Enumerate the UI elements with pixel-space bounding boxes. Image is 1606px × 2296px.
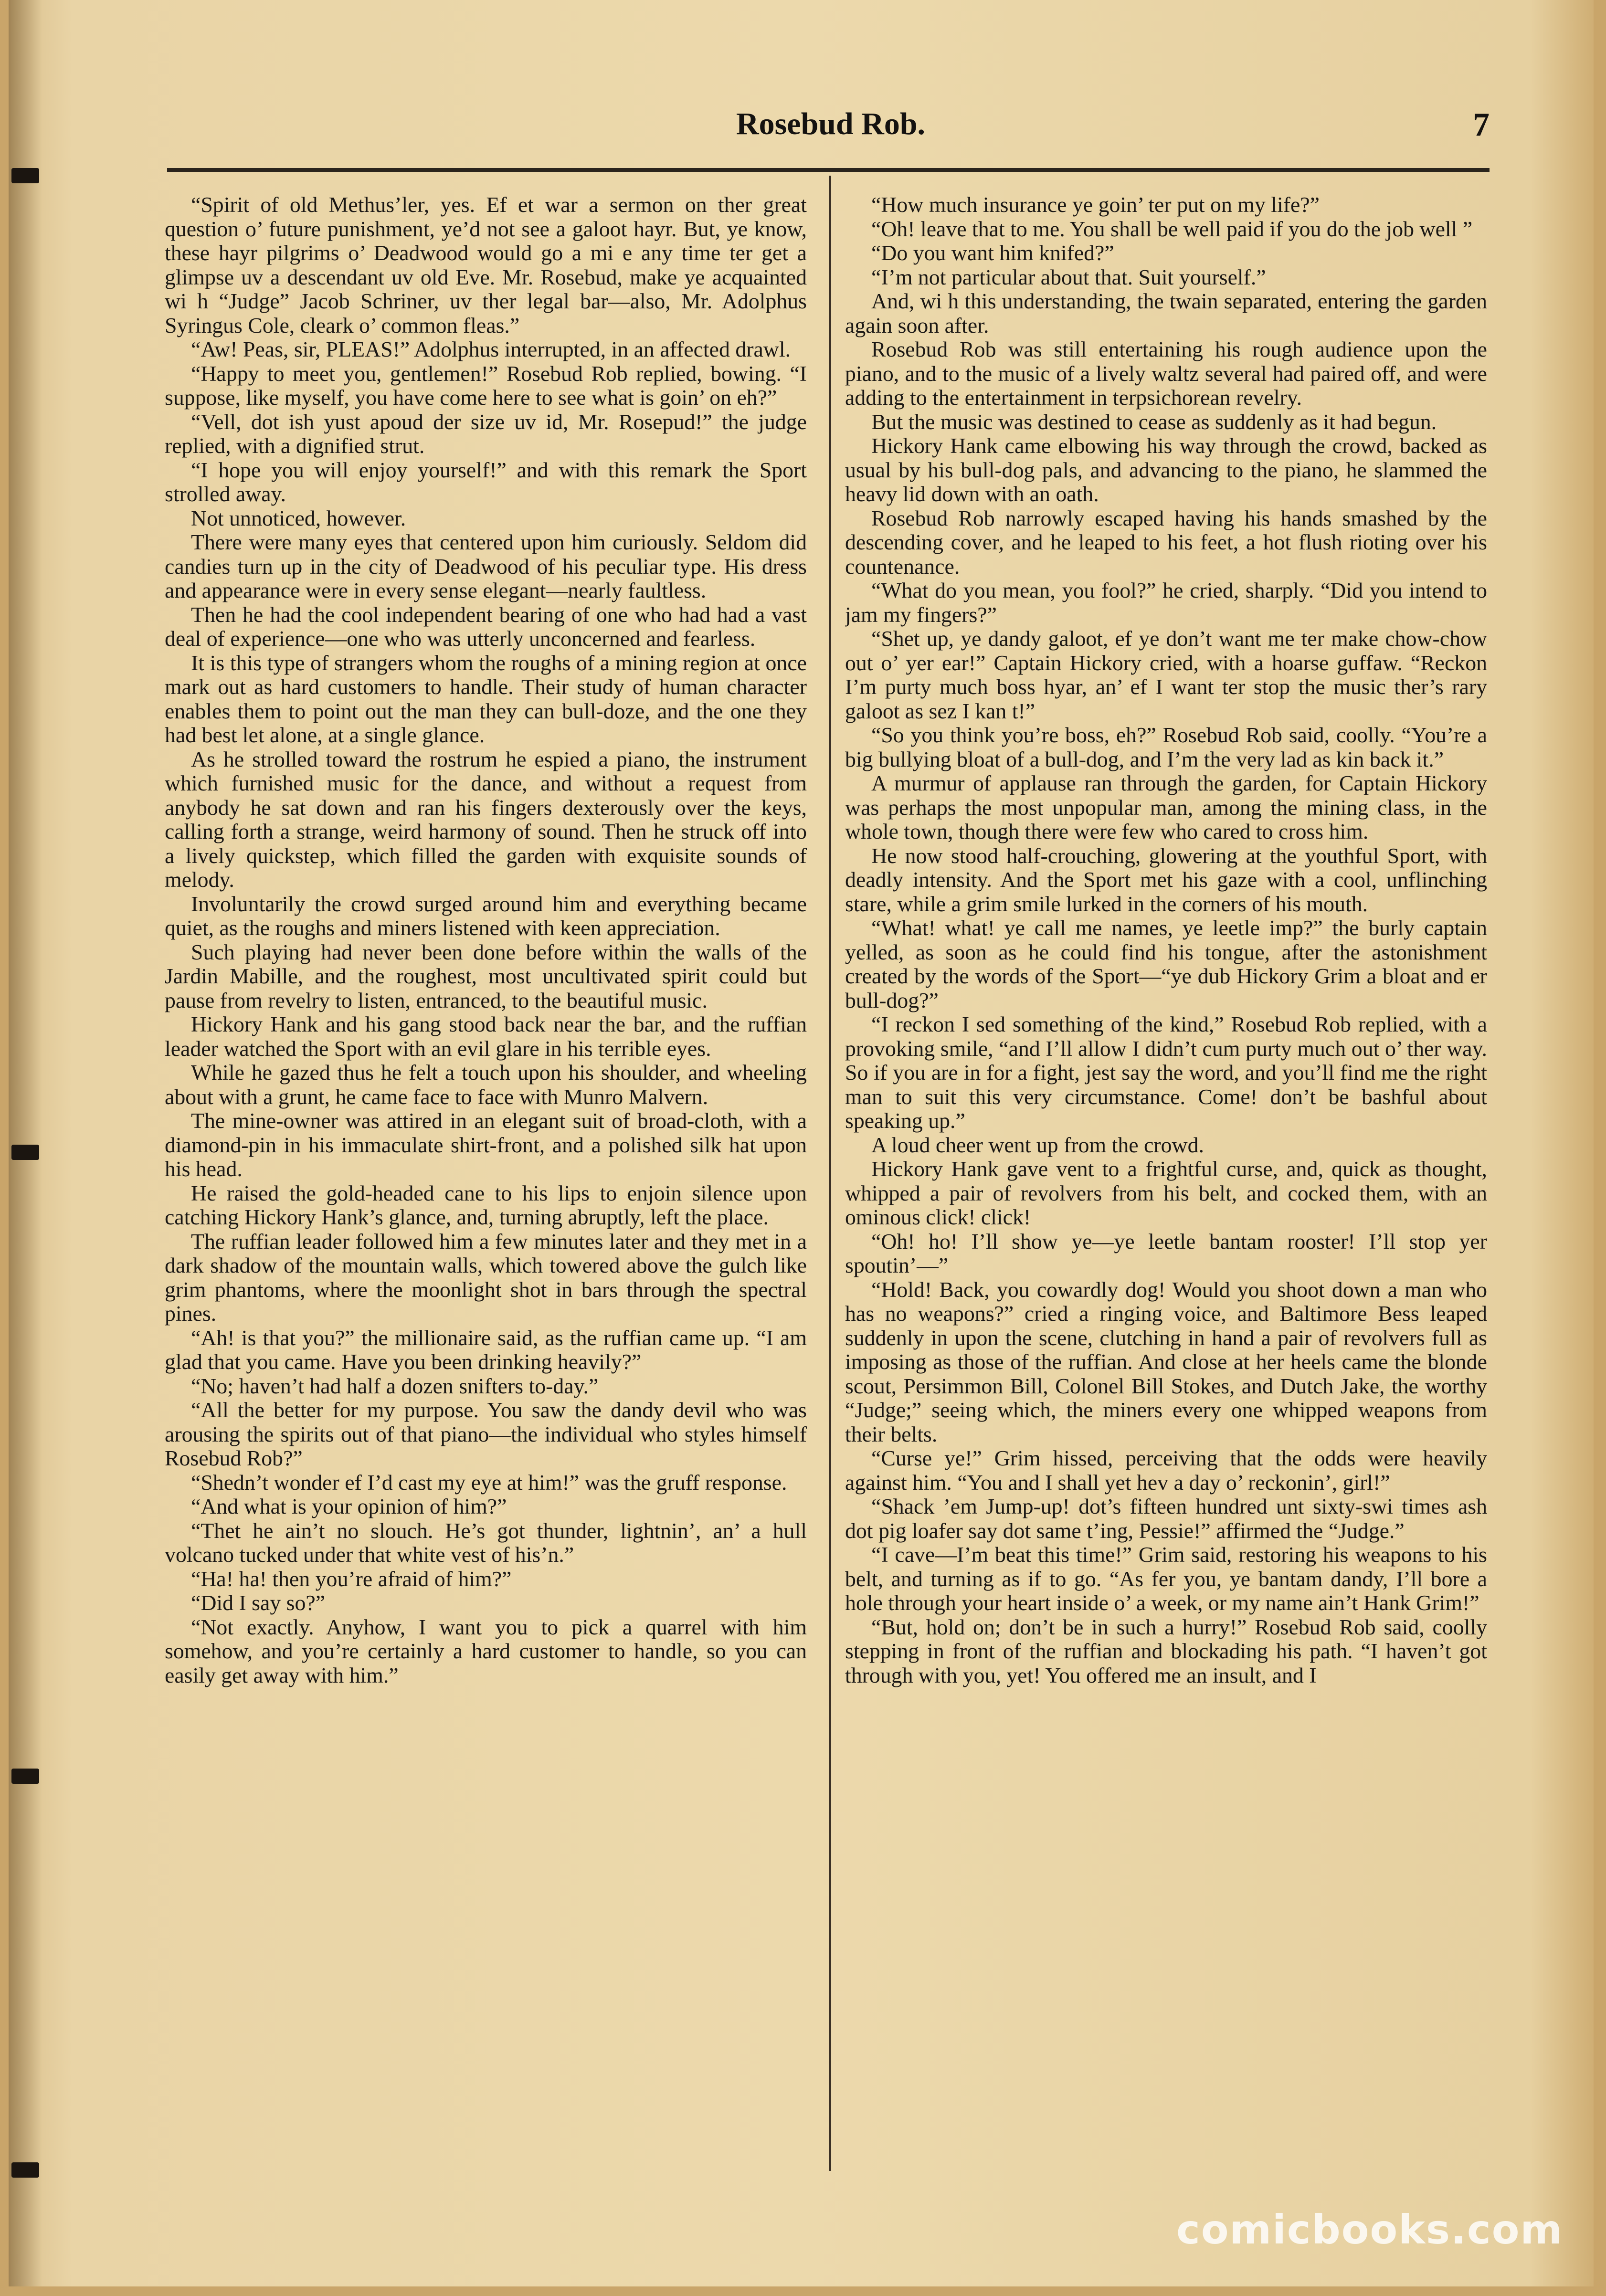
paragraph: “What do you mean, you fool?” he cried, sharply. “Did you intend to jam my fingers?” (845, 578, 1487, 627)
paragraph: “Spirit of old Methus’ler, yes. Ef et war a sermon on ther great question o’ future punishment, ye’d not see a galoot hayr. But, ye know, these hayr pilgrims o’ Deadwood would go a mi e any time ter get a glimpse uv a descendant uv old Eve. Mr. Rosebud, make ye acquainted wi h “Judge” Jacob Schriner, uv ther legal bar—also, Mr. Adolphus Syringus Cole, cleark o’ common fleas.” (165, 193, 807, 337)
paragraph: “How much insurance ye goin’ ter put on my life?” (871, 193, 1320, 217)
paragraph: He now stood half-crouching, glowering at the youthful Sport, with deadly intensity. And the Sport met his gaze with a cool, unflinching stare, while a grim smile lurked in the corners of his mouth. (845, 843, 1487, 916)
paragraph: “Oh! ho! I’ll show ye—ye leetle bantam rooster! I’ll stop yer spoutin’—” (845, 1229, 1487, 1277)
paragraph: But the music was destined to cease as suddenly as it had begun. (871, 409, 1437, 434)
paragraph: “I’m not particular about that. Suit yourself.” (871, 264, 1266, 289)
paragraph: Rosebud Rob was still entertaining his rough audience upon the piano, and to the music of a lively waltz several had paired off, and were adding to the entertainment in terpsichorean revelry. (845, 337, 1487, 410)
left-text-column (165, 193, 807, 2179)
paragraph: “Ah! is that you?” the millionaire said, as the ruffian came up. “I am glad that you came. Have you been drinking heavily?” (165, 1325, 807, 1374)
spine-shadow (9, 0, 42, 2286)
paragraph: “Oh! leave that to me. You shall be well paid if you do the job well ” (871, 216, 1473, 241)
paragraph: “Did I say so?” (191, 1590, 326, 1615)
paragraph: And, wi h this understanding, the twain separated, entering the garden again soon after. (845, 289, 1487, 337)
paragraph: “All the better for my purpose. You saw the dandy devil who was arousing the spirits out of that piano—the individual who styles himself Rosebud Rob?” (165, 1398, 807, 1470)
paragraph: The mine-owner was attired in an elegant suit of broad-cloth, with a diamond-pin in his immaculate shirt-front, and a polished silk hat upon his head. (165, 1108, 807, 1181)
page-header (172, 106, 1490, 158)
staple-mark (11, 1145, 39, 1160)
paragraph: The ruffian leader followed him a few minutes later and they met in a dark shadow of the mountain walls, which towered above the gulch like grim phantoms, where the moonlight shot in bars through the spectral pines. (165, 1229, 807, 1326)
paragraph: “Shedn’t wonder ef I’d cast my eye at him!” was the gruff response. (191, 1470, 787, 1495)
paragraph: “No; haven’t had half a dozen snifters to-day.” (191, 1373, 599, 1398)
paragraph: It is this type of strangers whom the roughs of a mining region at once mark out as hard customers to handle. Their study of human character enables them to point out the man they can bull-doze, and the one they had best let alone, at a single glance. (165, 650, 807, 747)
paragraph: Then he had the cool independent bearing of one who had had a vast deal of experience—one who was utterly unconcerned and fearless. (165, 602, 807, 651)
page-title: Rosebud Rob. (736, 106, 926, 141)
page-number: 7 (1473, 106, 1490, 143)
paragraph: Involuntarily the crowd surged around him and everything became quiet, as the roughs and miners listened with keen appreciation. (165, 891, 807, 940)
paragraph: “Curse ye!” Grim hissed, perceiving that the odds were heavily against him. “You and I shall yet hev a day o’ reckonin’, girl!” (845, 1446, 1487, 1495)
paragraph: Hickory Hank gave vent to a frightful curse, and, quick as thought, whipped a pair of revolvers from his belt, and cocked them, with an ominous click! click! (845, 1157, 1487, 1229)
paragraph: While he gazed thus he felt a touch upon his shoulder, and wheeling about with a grunt, he came face to face with Munro Malvern. (165, 1060, 807, 1109)
paragraph: As he strolled toward the rostrum he espied a piano, the instrument which furnished music for the dance, and without a request from anybody he sat down and ran his fingers dexterously over the keys, calling forth a strange, weird harmony of sound. Then he struck off into a lively quickstep, which filled the garden with exquisite sounds of melody. (165, 747, 807, 892)
paragraph: There were many eyes that centered upon him curiously. Seldom did candies turn up in the city of Deadwood of his peculiar type. His dress and appearance were in every sense elegant—nearly faultless. (165, 530, 807, 602)
staple-mark (11, 1769, 39, 1784)
paragraph: “Vell, dot ish yust apoud der size uv id, Mr. Rosepud!” the judge replied, with a dignified strut. (165, 409, 807, 458)
header-rule (167, 168, 1490, 172)
paragraph: “But, hold on; don’t be in such a hurry!” Rosebud Rob said, coolly stepping in front of the ruffian and blockading his path. “I haven’t got through with you, yet! You offered me an insult, and I (845, 1614, 1487, 1687)
paragraph: “Do you want him knifed?” (871, 241, 1114, 265)
paragraph: “What! what! ye call me names, ye leetle imp?” the burly captain yelled, as soon as he could find his tongue, after the astonishment created by the words of the Sport—“ye dub Hickory Grim a bloat and er bull-dog?” (845, 916, 1487, 1012)
paragraph: “Aw! Peas, sir, PLEAS!” Adolphus interrupted, in an affected drawl. (191, 337, 791, 361)
column-divider (829, 176, 831, 2171)
paragraph: “Shet up, ye dandy galoot, ef ye don’t want me ter make chow-chow out o’ yer ear!” Captain Hickory cried, with a hoarse guffaw. “Reckon I’m purty much boss hyar, an’ ef I want ter stop the music ther’s rary galoot as sez I kan t!” (845, 626, 1487, 723)
paragraph: “And what is your opinion of him?” (191, 1494, 507, 1518)
paragraph: “Shack ’em Jump-up! dot’s fifteen hundred unt sixty-swi times ash dot pig loafer say dot same t’ing, Pessie!” affirmed the “Judge.” (845, 1494, 1487, 1543)
paragraph: “I reckon I sed something of the kind,” Rosebud Rob replied, with a provoking smile, “and I’ll allow I didn’t cum purty much out o’ ther way. So if you are in for a fight, jest say the word, and you’ll find me the right man to suit this very circumstance. Come! don’t be bashful about speaking up.” (845, 1012, 1487, 1133)
paragraph: Not unnoticed, however. (191, 506, 406, 530)
paragraph: A murmur of applause ran through the garden, for Captain Hickory was perhaps the most unpopular man, among the mining class, in the whole town, though there were few who cared to cross him. (845, 771, 1487, 843)
paragraph: “Not exactly. Anyhow, I want you to pick a quarrel with him somehow, and you’re certainly a hard customer to handle, so you can easily get away with him.” (165, 1614, 807, 1687)
paragraph: “I cave—I’m beat this time!” Grim said, restoring his weapons to his belt, and turning as if to go. “As fer you, ye bantam dandy, I’ll bore a hole through your heart inside o’ a week, or my name ain’t Hank Grim!” (845, 1542, 1487, 1615)
paragraph: “Ha! ha! then you’re afraid of him?” (191, 1566, 512, 1591)
right-text-column (845, 193, 1487, 2179)
paragraph: Rosebud Rob narrowly escaped having his hands smashed by the descending cover, and he leaped to his feet, a hot flush rioting over his countenance. (845, 506, 1487, 579)
staple-mark (11, 2162, 39, 2178)
watermark: comicbooks.com (1176, 2206, 1563, 2253)
paragraph: “Hold! Back, you cowardly dog! Would you shoot down a man who has no weapons?” cried a ringing voice, and Baltimore Bess leaped suddenly in upon the scene, clutching in hand a pair of revolvers full as imposing as those of the ruffian. And close at her heels came the blonde scout, Persimmon Bill, Colonel Bill Stokes, and Dutch Jake, the worthy “Judge;” seeing which, the miners every one whipped weapons from their belts. (845, 1277, 1487, 1446)
paragraph: “So you think you’re boss, eh?” Rosebud Rob said, coolly. “You’re a big bullying bloat of a bull-dog, and I’m the very lad as kin back it.” (845, 723, 1487, 771)
paragraph: Hickory Hank and his gang stood back near the bar, and the ruffian leader watched the Sport with an evil glare in his terrible eyes. (165, 1012, 807, 1061)
paragraph: A loud cheer went up from the crowd. (871, 1132, 1204, 1157)
paragraph: He raised the gold-headed cane to his lips to enjoin silence upon catching Hickory Hank’s glance, and, turning abruptly, left the place. (165, 1180, 807, 1229)
paragraph: Hickory Hank came elbowing his way through the crowd, backed as usual by his bull-dog pals, and advancing to the piano, he slammed the heavy lid down with an oath. (845, 433, 1487, 506)
paragraph: “I hope you will enjoy yourself!” and with this remark the Sport strolled away. (165, 457, 807, 506)
paragraph: “Happy to meet you, gentlemen!” Rosebud Rob replied, bowing. “I suppose, like myself, you have come here to see what is goin’ on eh?” (165, 361, 807, 410)
staple-mark (11, 168, 39, 183)
paragraph: Such playing had never been done before within the walls of the Jardin Mabille, and the roughest, most uncultivated spirit could but pause from revelry to listen, entranced, to the beautiful music. (165, 939, 807, 1012)
paragraph: “Thet he ain’t no slouch. He’s got thunder, lightnin’, an’ a hull volcano tucked under that white vest of his’n.” (165, 1518, 807, 1567)
